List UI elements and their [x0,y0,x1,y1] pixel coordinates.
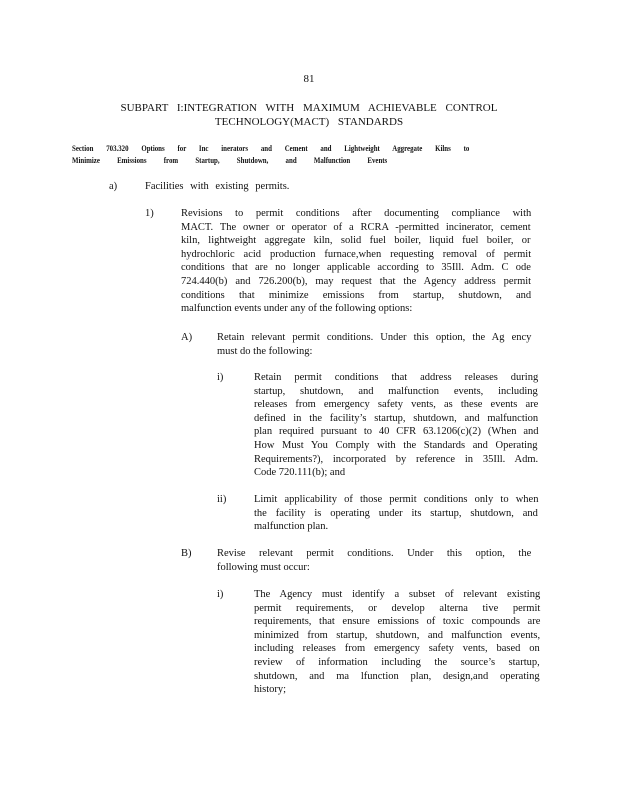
paragraph-line: history; [254,684,287,696]
item-A-text [217,331,531,358]
paragraph-line: hydrochloric acid production furnace,when requesting removal of permit [181,248,532,260]
item-Bi-text [254,588,540,697]
item-a-text [145,180,289,194]
paragraph-line: malfunction events under any of the following options: [181,303,413,315]
subpart-title-line-1: SUBPART I:INTEGRATION WITH MAXIMUM ACHIEVABLE CONTROL [120,102,498,114]
subpart-title-line-2: TECHNOLOGY(MACT) STANDARDS [214,116,404,128]
item-B-text [217,547,531,574]
paragraph-line: conditions that are no longer applicable according to 35Ill. Adm. C ode [181,262,531,274]
paragraph-line: 724.440(b) and 726.200(b), may request that the Agency address permit [181,275,532,287]
item-Bi-label: i) [217,589,224,600]
paragraph-line: permit requirements, or develop alterna tive permit [254,602,541,614]
section-heading-line-2: Minimize Emissions from Startup, Shutdown, and Malfunction Events [72,156,388,165]
item-1-text [181,207,531,316]
paragraph-line: the facility is operating under its startup, shutdown, and [254,507,538,519]
subpart-title [88,101,530,129]
paragraph-line: Retain permit conditions that address releases during [254,372,539,383]
paragraph-line: The Agency must identify a subset of relevant existing [254,589,541,600]
paragraph-line: Code 720.111(b); and [254,467,346,479]
page-number: 81 [303,73,315,85]
item-Ai-label: i) [217,372,224,383]
paragraph-line: including releases from emergency safety vents, based on [254,643,540,655]
paragraph-line: following must occur: [217,561,310,573]
paragraph-line: conditions that minimize emissions from startup, shutdown, and [181,289,532,301]
paragraph-line: review of information including the source’s startup, [254,656,540,668]
item-1-label: 1) [145,208,154,219]
paragraph-line: How Must You Comply with the Standards and Operating [254,439,538,451]
paragraph-line: Revise relevant permit conditions. Under this option, the [217,548,532,559]
section-heading-line-1: Section 703.320 Options for Inc inerators and Cement and Lightweight Aggregate Kilns to [72,144,470,153]
item-B-label: B) [181,548,192,559]
paragraph-line: kiln, lightweight aggregate kiln, solid fuel boiler, liquid fuel boiler, or [181,235,531,247]
paragraph-line: startup, shutdown, and malfunction events, including [254,385,538,397]
paragraph-line: Retain relevant permit conditions. Under this option, the Ag ency [217,332,532,343]
item-a-line: Facilities with existing permits. [145,181,290,192]
paragraph-line: Requirements?), incorporated by reference in 35Ill. Adm. [254,453,539,465]
paragraph-line: shutdown, and ma lfunction plan, design,and operating [254,670,540,682]
paragraph-line: requirements, that ensure emissions of toxic compounds are [254,616,541,628]
item-a-label: a) [109,181,118,192]
section-heading [72,143,469,167]
paragraph-line: minimized from startup, shutdown, and malfunction events, [254,629,541,641]
item-Aii-text [254,493,538,534]
item-A-label: A) [181,332,193,343]
paragraph-line: Limit applicability of those permit conditions only to when [254,494,539,505]
paragraph-line: MACT. The owner or operator of a RCRA -permitted incinerator, cement [181,221,531,233]
item-Ai-text [254,371,538,480]
paragraph-line: releases from emergency safety vents, as these events are [254,399,539,411]
paragraph-line: plan required pursuant to 40 CFR 63.1206(c)(2) (When and [254,426,539,438]
paragraph-line: Revisions to permit conditions after documenting compliance with [181,208,532,219]
paragraph-line: defined in the facility’s startup, shutdown, and malfunction [254,412,539,424]
paragraph-line: malfunction plan. [254,521,329,533]
item-Aii-label: ii) [217,494,227,505]
paragraph-line: must do the following: [217,345,313,357]
